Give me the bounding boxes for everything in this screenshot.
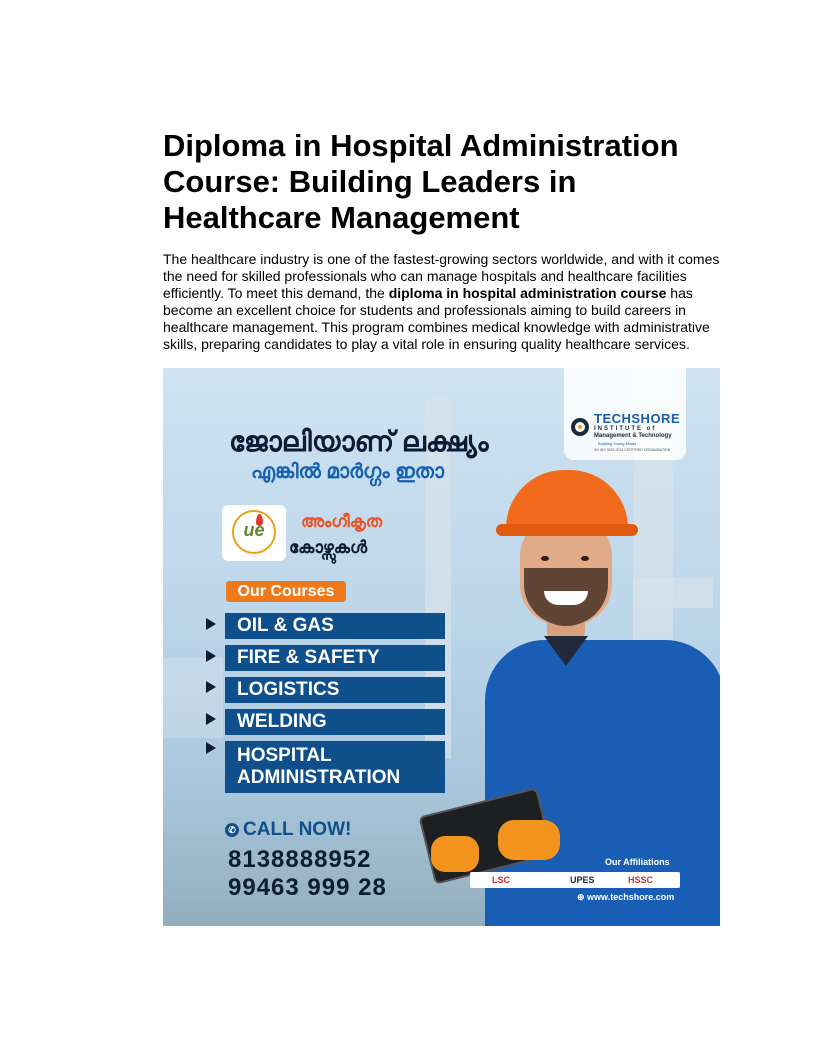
courses-label: കോഴ്സുകൾ (289, 538, 368, 557)
background-pipe (633, 578, 713, 608)
accredited-label: അംഗീകൃത (301, 512, 383, 531)
affiliation-lsc: LSC (492, 875, 510, 885)
university-badge (222, 505, 286, 561)
our-courses-tag: Our Courses (226, 581, 346, 602)
intro-bold-link: diploma in hospital administration course (388, 285, 667, 301)
course-oil-gas: OIL & GAS (225, 613, 445, 639)
logo-name: TECHSHORE (594, 411, 681, 426)
article-title: Diploma in Hospital Administration Course: Building Leaders in Healthcare Management (163, 128, 679, 235)
glove-right (498, 820, 560, 860)
article-intro-paragraph (163, 251, 723, 353)
arrow-icon (206, 618, 216, 630)
course-line-1: HOSPITAL (237, 745, 332, 766)
website-url: ⊕ www.techshore.com (577, 892, 675, 902)
call-now-label (225, 819, 351, 841)
logo-subtitle-2: Management & Technology (594, 433, 672, 439)
background-structure (163, 658, 223, 738)
affiliations-title: Our Affiliations (605, 857, 670, 867)
gear-icon (571, 418, 589, 436)
course-line-2: ADMINISTRATION (237, 767, 401, 788)
call-now-text: CALL NOW! (243, 819, 352, 840)
hard-hat-brim (496, 524, 638, 536)
arrow-icon (206, 742, 216, 754)
worker-eye (541, 556, 549, 561)
logo-tagline: Building Young Minds (598, 441, 637, 446)
intro-text-1: The healthcare industry is one of the fastest-growing sectors worldwide, and with it comes the need for skilled professionals who can manage hospitals and healthcare facilities efficiently. To meet this demand, the (163, 251, 720, 301)
phone-icon: ✆ (225, 823, 239, 837)
logo-subtitle: INSTITUTE of (594, 426, 657, 432)
course-poster-image (163, 368, 720, 926)
techshore-logo (564, 368, 686, 460)
course-hospital-administration (225, 741, 445, 793)
glove-left (431, 836, 479, 872)
affiliation-upes: UPES (570, 875, 595, 885)
affiliation-logos (470, 872, 680, 888)
affiliation-hssc: HSSC (628, 875, 654, 885)
intro-text-2: has become an excellent choice for students and professionals aiming to build careers in healthcare management. This program combines medical knowledge with administrative skills, preparing candidates to play a vital role in ensuring quality healthcare services. (163, 285, 710, 352)
badge-letters: ue (243, 520, 265, 540)
arrow-icon (206, 650, 216, 662)
course-logistics: LOGISTICS (225, 677, 445, 703)
phone-number-1: 8138888952 (228, 846, 372, 873)
poster-headline: ജോലിയാണ് ലക്ഷ്യം (229, 426, 489, 457)
course-welding: WELDING (225, 709, 445, 735)
phone-number-2: 99463 999 28 (228, 874, 387, 901)
logo-certification: AN ISO 9001:2015 CERTIFIED ORGANISATION (594, 448, 671, 452)
course-fire-safety: FIRE & SAFETY (225, 645, 445, 671)
poster-subheadline: എങ്കിൽ മാർഗ്ഗം ഇതാ (251, 461, 444, 483)
arrow-icon (206, 713, 216, 725)
worker-eye (581, 556, 589, 561)
arrow-icon (206, 681, 216, 693)
